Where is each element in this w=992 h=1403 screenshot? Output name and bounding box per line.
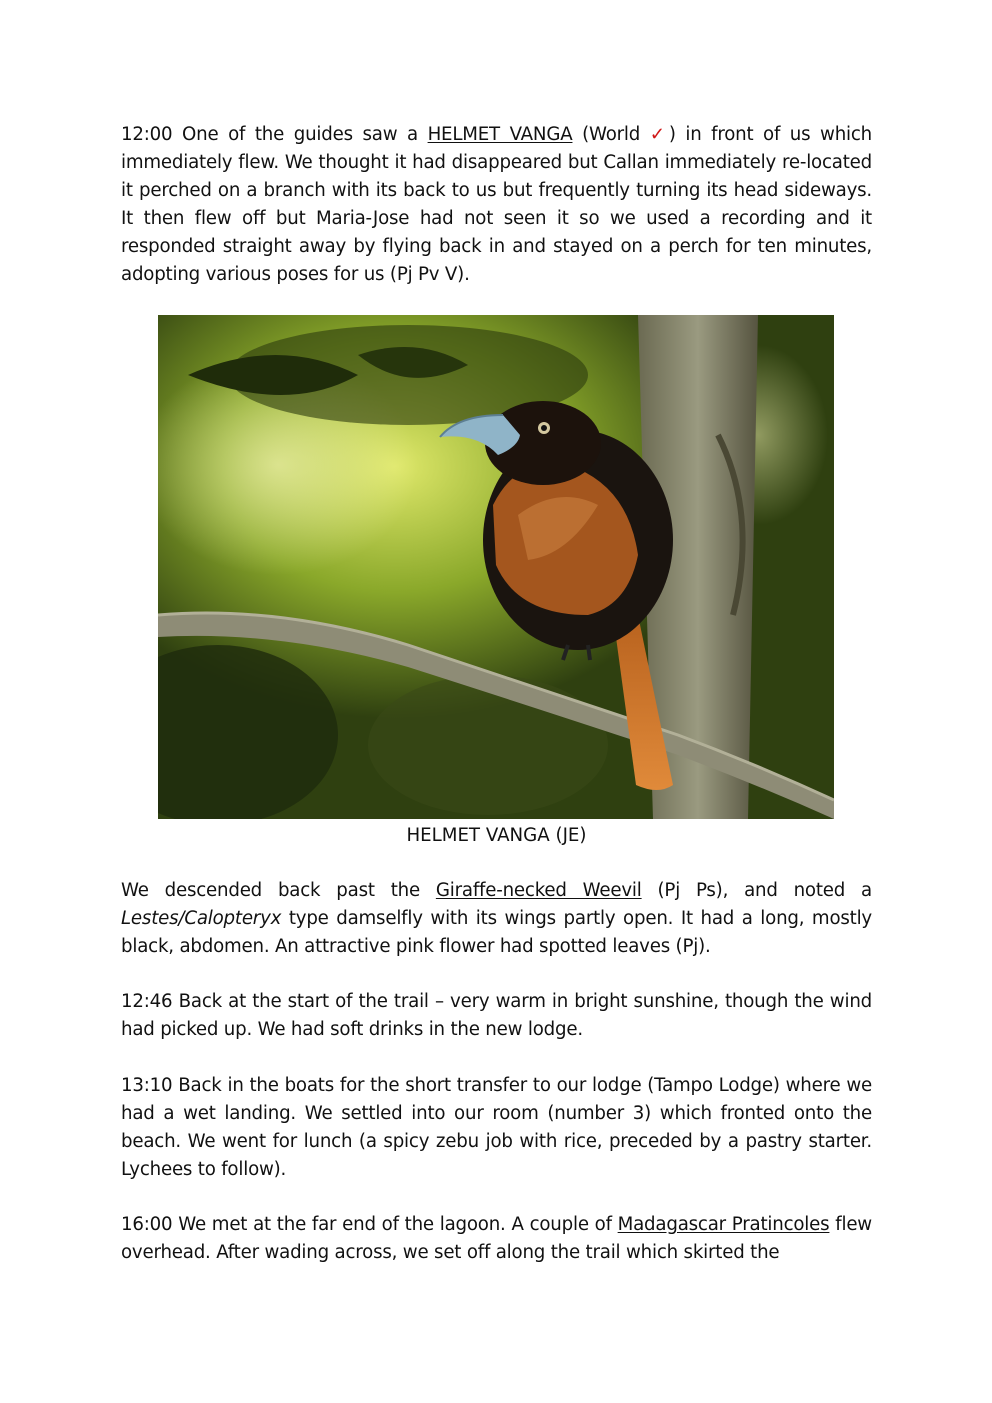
- genus-name: Lestes/Calopteryx: [121, 907, 282, 929]
- species-giraffe-necked-weevil: Giraffe-necked Weevil: [435, 880, 642, 901]
- paragraph-lodge: 13:10 Back in the boats for the short transfer to our lodge (Tampo Lodge) where we had a wet landing. We settled into our room (number 3) which fronted onto the beach. We went for lunch (a spicy zebu job with rice, preceded by a pastry starter. Lychees to follow).: [121, 1075, 872, 1180]
- species-madagascar-pratincoles: Madagascar Pratincoles: [617, 1214, 830, 1235]
- helmet-vanga-photo: [158, 315, 834, 819]
- text-run: (Pj Ps), and noted a: [641, 880, 872, 901]
- text-run: 16:00 We met at the far end of the lagoon. A couple of: [121, 1214, 618, 1235]
- photo-caption: HELMET VANGA (JE): [406, 825, 587, 846]
- paragraph-weevil: [121, 877, 872, 961]
- time-label: 12:00: [121, 124, 173, 145]
- species-helmet-vanga: HELMET VANGA: [427, 124, 573, 145]
- text-run: ) in front of us which immediately flew. We thought it had disappeared but Callan immediately re-located it perched on a branch with its back to us but frequently turning its head sideways. It then flew off but Maria-Jose had not seen it so we used a recording and it responded straight away by flying back in and stayed on a perch for ten minutes, adopting various poses for us (Pj Pv V).: [121, 124, 873, 285]
- text-run: One of the guides saw a: [172, 124, 428, 145]
- text-run: We descended back past the: [121, 880, 436, 901]
- paragraph-helmet-vanga: [121, 121, 872, 288]
- paragraph-lagoon: [121, 1211, 872, 1267]
- paragraph-trail-start: 12:46 Back at the start of the trail – very warm in bright sunshine, though the wind had picked up. We had soft drinks in the new lodge.: [121, 991, 872, 1040]
- text-run: flew overhead. After wading across, we set off along the trail which skirted the: [121, 1214, 872, 1263]
- checkmark-icon: ✓: [649, 124, 669, 145]
- text-run: type damselfly with its wings partly open. It had a long, mostly black, abdomen. An attractive pink flower had spotted leaves (Pj).: [121, 907, 872, 957]
- text-run: (World: [572, 124, 650, 145]
